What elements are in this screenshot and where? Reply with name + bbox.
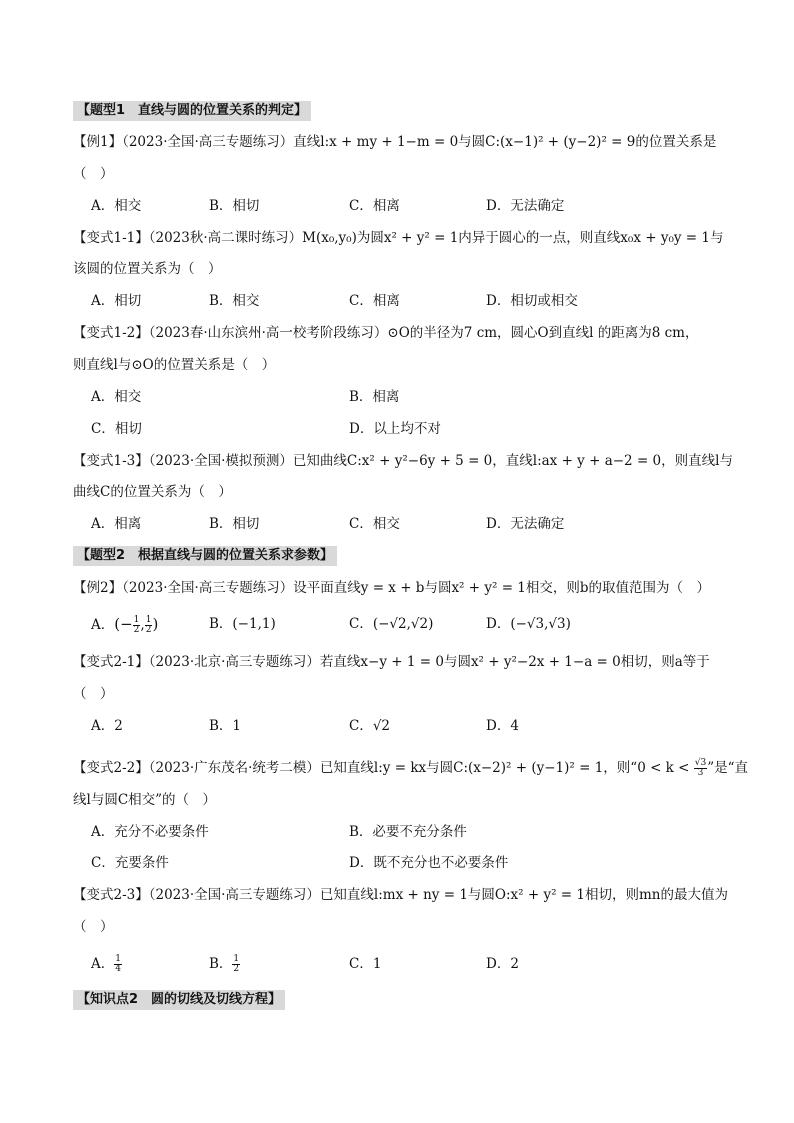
question-5-option-b: B．(−1,1) (209, 616, 276, 632)
question-7-line-1: 【变式2-2】（2023·广东茂名·统考二模）已知直线l:y = kx与圆C:(x−2)² + (y−1)² = 1，则“0 < k < $\frac{√3}{3}$ ”是“直 (73, 758, 749, 778)
question-4-line-2: 曲线C的位置关系为（ ） (73, 484, 232, 500)
question-3-option-d: D．以上均不对 (349, 421, 441, 437)
question-4-line-1: 【变式1-3】（2023·全国·模拟预测）已知曲线C:x² + y²−6y + 5 = 0，直线l:ax + y + a−2 = 0，则直线l与 (73, 453, 733, 469)
question-4-option-a: A．相离 (91, 516, 142, 532)
option-a-fraction-right: $\frac{1}{2}$ (145, 615, 152, 635)
question-8-option-a: A． $\frac{1}{4}$ (91, 954, 121, 974)
question-5-line-1: 【例2】（2023·全国·高三专题练习）设平面直线y = x + b与圆x² + y² = 1相交，则b的取值范围为（ ） (73, 580, 711, 596)
question-2-line-1: 【变式1-1】（2023秋·高二课时练习）M(x₀,y₀)为圆x² + y² = 1内异于圆心的一点，则直线x₀x + y₀y = 1与 (73, 230, 724, 246)
question-3-option-b: B．相离 (349, 389, 400, 405)
question-3-option-c: C．相切 (91, 421, 142, 437)
question-3-line-1: 【变式1-2】（2023春·山东滨州·高一校考阶段练习）⊙O的半径为7 cm，圆心O到直线l 的距离为8 cm， (73, 325, 699, 341)
question-7-line-2: 线l与圆C相交”的（ ） (73, 792, 217, 808)
question-3-line-2: 则直线l与⊙O的位置关系是（ ） (73, 357, 276, 373)
question-4-option-c: C．相交 (349, 516, 400, 532)
section-heading-2: 【题型2 根据直线与圆的位置关系求参数】 (73, 546, 337, 566)
question-3-option-a: A．相交 (91, 389, 142, 405)
question-1-line-1: 【例1】（2023·全国·高三专题练习）直线l:x + my + 1−m = 0与圆C:(x−1)² + (y−2)² = 9的位置关系是 (73, 134, 717, 150)
question-2-option-d: D．相切或相交 (486, 293, 578, 309)
question-7-option-b: B．必要不充分条件 (349, 824, 467, 840)
question-8-line-1: 【变式2-3】（2023·全国·高三专题练习）已知直线l:mx + ny = 1与圆O:x² + y² = 1相切，则mn的最大值为 (73, 887, 728, 903)
q7-fraction: $\frac{√3}{3}$ (694, 758, 707, 778)
question-7-option-c: C．充要条件 (91, 855, 169, 871)
question-2-option-a: A．相切 (91, 293, 142, 309)
question-1-line-2: （ ） (73, 166, 114, 182)
question-6-option-c: C．√2 (349, 718, 391, 734)
question-4-option-d: D．无法确定 (486, 516, 565, 532)
question-5-option-a: A．(− $\frac{1}{2}$ , $\frac{1}{2}$ ) (91, 615, 159, 635)
question-1-option-a: A．相交 (91, 198, 142, 214)
question-8-option-c: C．1 (349, 956, 382, 972)
question-2-option-b: B．相交 (209, 293, 260, 309)
option-b-fraction: $\frac{1}{2}$ (233, 954, 240, 974)
question-6-option-a: A．2 (91, 718, 123, 734)
option-a-fraction: $\frac{1}{4}$ (115, 954, 121, 974)
question-7-option-a: A．充分不必要条件 (91, 824, 209, 840)
question-1-option-d: D．无法确定 (486, 198, 565, 214)
question-7-option-d: D．既不充分也不必要条件 (349, 855, 509, 871)
question-6-option-d: D．4 (486, 718, 519, 734)
question-2-option-c: C．相离 (349, 293, 400, 309)
question-1-option-b: B．相切 (209, 198, 260, 214)
question-6-option-b: B．1 (209, 718, 242, 734)
section-heading-3: 【知识点2 圆的切线及切线方程】 (73, 990, 285, 1010)
option-a-fraction-left: $\frac{1}{2}$ (133, 615, 140, 635)
question-8-option-b: B． $\frac{1}{2}$ (209, 954, 240, 974)
question-4-option-b: B．相切 (209, 516, 260, 532)
question-6-line-2: （ ） (73, 686, 114, 702)
question-5-option-c: C．(−√2,√2) (349, 616, 434, 632)
question-6-line-1: 【变式2-1】（2023·北京·高三专题练习）若直线x−y + 1 = 0与圆x² + y²−2x + 1−a = 0相切，则a等于 (73, 654, 710, 670)
section-heading-1: 【题型1 直线与圆的位置关系的判定】 (73, 101, 311, 121)
question-8-option-d: D．2 (486, 956, 519, 972)
question-1-option-c: C．相离 (349, 198, 400, 214)
question-5-option-d: D．(−√3,√3) (486, 616, 571, 632)
option-a-label: A． (91, 617, 115, 633)
question-8-line-2: （ ） (73, 919, 114, 935)
question-2-line-2: 该圆的位置关系为（ ） (73, 261, 222, 277)
